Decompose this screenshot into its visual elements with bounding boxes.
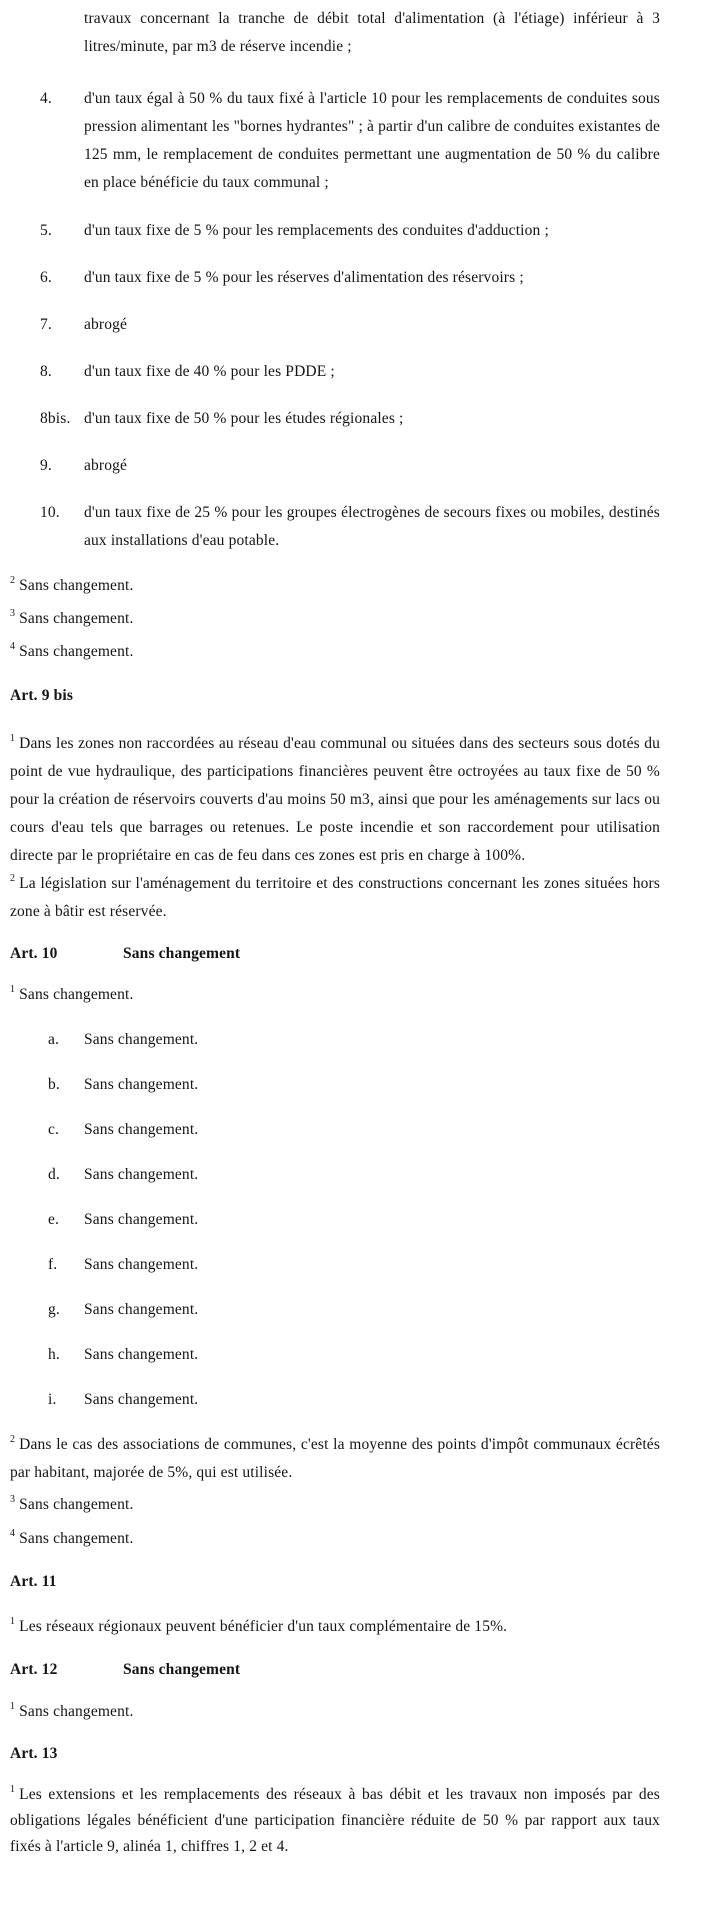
list-item-text: Sans changement. bbox=[84, 1076, 199, 1093]
paragraph-text: Sans changement. bbox=[19, 986, 134, 1003]
paragraph-number: 3 bbox=[10, 1493, 16, 1505]
list-item-text: Sans changement. bbox=[84, 1166, 199, 1183]
list-item-text: Sans changement. bbox=[84, 1031, 199, 1048]
article-number: Art. 13 bbox=[10, 1745, 58, 1762]
letter-item-h bbox=[10, 1341, 660, 1369]
list-item-text: Sans changement. bbox=[84, 1346, 199, 1363]
letter-item-b bbox=[10, 1071, 660, 1099]
list-item-9 bbox=[10, 452, 660, 480]
list-item-text: d'un taux égal à 50 % du taux fixé à l'article 10 pour les remplacements de conduites sous pression alimentant les "bornes hydrantes" ; à partir d'un calibre de conduites existantes de 125 mm, le remplacement de conduites permettant une augmentation de 50 % du calibre en place bénéficie du taux communal ; bbox=[84, 90, 660, 191]
paragraph-number: 3 bbox=[10, 607, 16, 619]
list-item-marker: i. bbox=[48, 1391, 57, 1408]
paragraph-art10-al1 bbox=[10, 981, 660, 1009]
list-item-marker: 7. bbox=[40, 316, 52, 333]
list-item-6 bbox=[10, 264, 660, 292]
article-heading-12 bbox=[10, 1656, 660, 1684]
list-item-4 bbox=[10, 85, 660, 197]
paragraph-text: Sans changement. bbox=[19, 1530, 134, 1547]
paragraph-art10-al3 bbox=[10, 1491, 660, 1519]
list-item-text: Sans changement. bbox=[84, 1256, 199, 1273]
paragraph-number: 1 bbox=[10, 732, 16, 744]
letter-item-i bbox=[10, 1386, 660, 1414]
paragraph-art13-al1 bbox=[10, 1782, 660, 1860]
article-note: Sans changement bbox=[123, 945, 241, 962]
list-item-5 bbox=[10, 217, 660, 245]
list-item-marker: f. bbox=[48, 1256, 58, 1273]
list-item-marker: b. bbox=[48, 1076, 60, 1093]
paragraph-number: 1 bbox=[10, 983, 16, 995]
list-item-8bis bbox=[10, 405, 660, 433]
article-heading-10 bbox=[10, 940, 660, 968]
list-item-marker: c. bbox=[48, 1121, 60, 1138]
paragraph-art11-al1 bbox=[10, 1613, 660, 1641]
paragraph-text: Sans changement. bbox=[19, 610, 134, 627]
paragraph-number: 2 bbox=[10, 574, 16, 586]
paragraph-text: Sans changement. bbox=[19, 577, 134, 594]
paragraph-text: Les réseaux régionaux peuvent bénéficier d'un taux complémentaire de 15%. bbox=[19, 1618, 508, 1635]
article-number: Art. 11 bbox=[10, 1573, 57, 1590]
article-heading-9bis bbox=[10, 682, 660, 710]
list-item-text: d'un taux fixe de 5 % pour les remplacements des conduites d'adduction ; bbox=[84, 222, 549, 239]
letter-item-g bbox=[10, 1296, 660, 1324]
paragraph-text: Dans les zones non raccordées au réseau d'eau communal ou situées dans des secteurs sous dotés du point de vue hydraulique, des participations financières peuvent être octroyées au taux fixe de 50 % pour la création de réservoirs couverts d'au moins 50 m3, ainsi que pour les aménagements sur lacs ou cours d'eau tels que barrages ou retenues. Le poste incendie et son raccordement pour utilisation directe par le propriétaire en cas de feu dans ces zones est pris en charge à 100%. bbox=[10, 735, 660, 864]
list-item-text: d'un taux fixe de 25 % pour les groupes électrogènes de secours fixes ou mobiles, destinés aux installations d'eau potable. bbox=[84, 504, 660, 549]
list-item-marker: 9. bbox=[40, 457, 52, 474]
list-item-marker: 6. bbox=[40, 269, 52, 286]
list-item-text: abrogé bbox=[84, 316, 128, 333]
list-item-marker: h. bbox=[48, 1346, 60, 1363]
paragraph-art9-al2 bbox=[10, 572, 660, 600]
list-item-8 bbox=[10, 358, 660, 386]
paragraph-number: 1 bbox=[10, 1783, 16, 1795]
letter-item-e bbox=[10, 1206, 660, 1234]
article-number: Art. 10 bbox=[10, 945, 58, 962]
list-item-text: Sans changement. bbox=[84, 1301, 199, 1318]
paragraph-art12-al1 bbox=[10, 1698, 660, 1726]
list-item-text: Sans changement. bbox=[84, 1211, 199, 1228]
list-item-marker: 5. bbox=[40, 222, 52, 239]
paragraph-art9-al3 bbox=[10, 605, 660, 633]
paragraph-text: Sans changement. bbox=[19, 643, 134, 660]
paragraph-text: Sans changement. bbox=[19, 1703, 134, 1720]
list-item-text: d'un taux fixe de 40 % pour les PDDE ; bbox=[84, 363, 335, 380]
paragraph-text: Sans changement. bbox=[19, 1496, 134, 1513]
paragraph-art9bis-al2 bbox=[10, 870, 660, 926]
list-item-text: d'un taux fixe de 5 % pour les réserves d'alimentation des réservoirs ; bbox=[84, 269, 524, 286]
list-item-marker: 10. bbox=[40, 504, 60, 521]
list-item-text: Sans changement. bbox=[84, 1391, 199, 1408]
list-item-marker: 8bis. bbox=[40, 410, 71, 427]
list-item-marker: e. bbox=[48, 1211, 60, 1228]
paragraph-text: Les extensions et les remplacements des réseaux à bas débit et les travaux non imposés par des obligations légales bénéficient d'une participation financière réduite de 50 % par rapport aux taux fixés à l'article 9, alinéa 1, chiffres 1, 2 et 4. bbox=[10, 1786, 660, 1855]
list-item-continuation: travaux concernant la tranche de débit total d'alimentation (à l'étiage) inférieur à 3 litres/minute, par m3 de réserve incendie ; bbox=[84, 10, 660, 55]
paragraph-number: 1 bbox=[10, 1615, 16, 1627]
letter-item-f bbox=[10, 1251, 660, 1279]
list-item-text: d'un taux fixe de 50 % pour les études régionales ; bbox=[84, 410, 404, 427]
list-item-7 bbox=[10, 311, 660, 339]
article-note: Sans changement bbox=[123, 1661, 241, 1678]
article-heading-11 bbox=[10, 1568, 660, 1596]
paragraph-number: 4 bbox=[10, 640, 16, 652]
paragraph-art10-al2 bbox=[10, 1431, 660, 1487]
list-item-10 bbox=[10, 499, 660, 555]
letter-item-c bbox=[10, 1116, 660, 1144]
list-item-text: Sans changement. bbox=[84, 1121, 199, 1138]
list-item-marker: 4. bbox=[40, 90, 52, 107]
paragraph-number: 1 bbox=[10, 1700, 16, 1712]
paragraph-text: La législation sur l'aménagement du territoire et des constructions concernant les zones situées hors zone à bâtir est réservée. bbox=[10, 875, 660, 920]
paragraph-number: 2 bbox=[10, 872, 16, 884]
letter-item-d bbox=[10, 1161, 660, 1189]
article-number: Art. 9 bis bbox=[10, 687, 74, 704]
list-item-marker: g. bbox=[48, 1301, 60, 1318]
paragraph-art10-al4 bbox=[10, 1525, 660, 1553]
letter-item-a bbox=[10, 1026, 660, 1054]
paragraph-text: Dans le cas des associations de communes, c'est la moyenne des points d'impôt communaux écrêtés par habitant, majorée de 5%, qui est utilisée. bbox=[10, 1436, 660, 1481]
paragraph-art9-al4 bbox=[10, 638, 660, 666]
list-item-marker: a. bbox=[48, 1031, 60, 1048]
list-item-marker: 8. bbox=[40, 363, 52, 380]
article-heading-13 bbox=[10, 1740, 660, 1768]
list-item-marker: d. bbox=[48, 1166, 60, 1183]
paragraph-number: 4 bbox=[10, 1527, 16, 1539]
article-number: Art. 12 bbox=[10, 1661, 58, 1678]
paragraph-art9bis-al1 bbox=[10, 730, 660, 870]
list-item-text: abrogé bbox=[84, 457, 128, 474]
paragraph-number: 2 bbox=[10, 1433, 16, 1445]
